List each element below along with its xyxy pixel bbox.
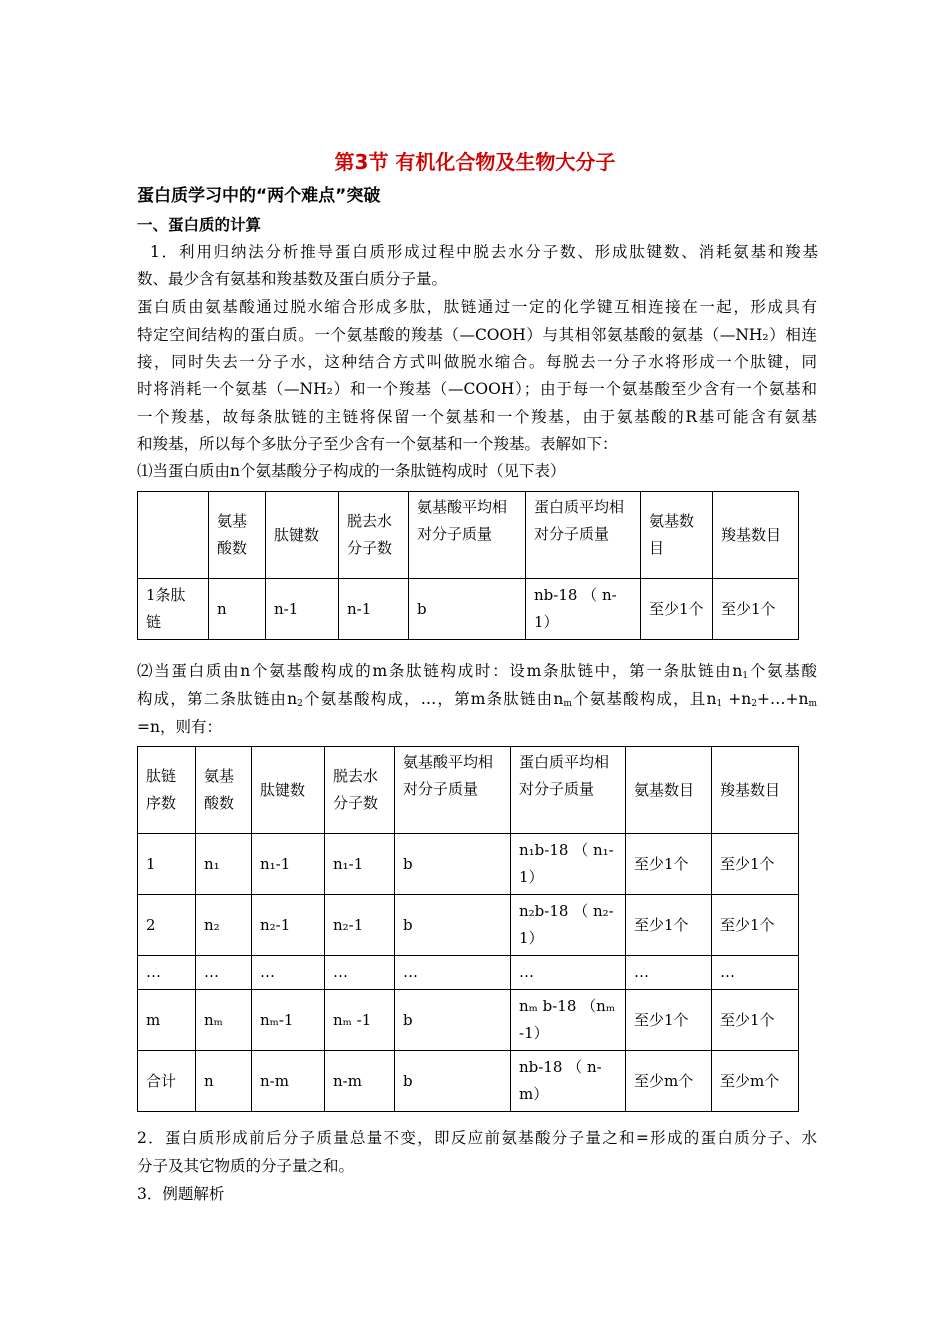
table-cell: n-1 bbox=[266, 579, 339, 640]
header-cell: 肽键数 bbox=[252, 747, 325, 834]
paragraph-line: 和羧基，所以每个多肽分子至少含有一个氨基和一个羧基。表解如下： bbox=[137, 435, 618, 453]
table-cell: b bbox=[409, 579, 526, 640]
table-cell: … bbox=[626, 956, 712, 990]
table-cell: … bbox=[196, 956, 252, 990]
section-heading: 蛋白质学习中的“两个难点”突破 bbox=[137, 186, 381, 206]
paragraph-line: 分子及其它物质的分子量之和。 bbox=[137, 1157, 355, 1175]
table-cell: n bbox=[196, 1051, 252, 1112]
table-cell: n-m bbox=[325, 1051, 395, 1112]
case-line: =n，则有： bbox=[137, 718, 222, 736]
header-cell: 氨基数目 bbox=[641, 492, 713, 579]
case-line: ⑵当蛋白质由n个氨基酸构成的m条肽链构成时：设m条肽链中，第一条肽链由$n_1$个氨基酸 bbox=[137, 662, 817, 681]
paragraph-line: 1．利用归纳法分析推导蛋白质形成过程中脱去水分子数、形成肽键数、消耗氨基和羧基 bbox=[150, 243, 818, 261]
table-cell: n₁-1 bbox=[325, 834, 395, 895]
table-cell: 1 bbox=[138, 834, 196, 895]
header-cell: 氨基酸数 bbox=[209, 492, 266, 579]
table-cell: n₂-1 bbox=[252, 895, 325, 956]
table-cell: n bbox=[209, 579, 266, 640]
table-cell: 至少m个 bbox=[712, 1051, 799, 1112]
table-cell: 1条肽链 bbox=[138, 579, 209, 640]
header-cell: 蛋白质平均相对分子质量 bbox=[511, 747, 626, 834]
header-cell: 肽键数 bbox=[266, 492, 339, 579]
table-cell: 2 bbox=[138, 895, 196, 956]
table-row bbox=[138, 990, 799, 1051]
table-cell: n₁-1 bbox=[252, 834, 325, 895]
table-cell: … bbox=[138, 956, 196, 990]
header-cell: 脱去水分子数 bbox=[325, 747, 395, 834]
table-cell: nₘ bbox=[196, 990, 252, 1051]
case-heading: ⑴当蛋白质由n个氨基酸分子构成的一条肽链构成时（见下表） bbox=[137, 462, 566, 480]
table-cell: 合计 bbox=[138, 1051, 196, 1112]
table-cell: 至少1个 bbox=[626, 895, 712, 956]
table-row bbox=[138, 1051, 799, 1112]
paragraph-line: 接，同时失去一分子水，这种结合方式叫做脱水缩合。每脱去一分子水将形成一个肽键，同 bbox=[137, 353, 817, 371]
table-cell: nₘ -1 bbox=[325, 990, 395, 1051]
table-cell: n₂ bbox=[196, 895, 252, 956]
table-cell: n₂b-18 （ n₂-1） bbox=[511, 895, 626, 956]
table-cell: 至少1个 bbox=[626, 990, 712, 1051]
table-row bbox=[138, 834, 799, 895]
header-cell: 羧基数目 bbox=[712, 747, 799, 834]
multi-chain-table bbox=[137, 746, 799, 1112]
table-cell: … bbox=[712, 956, 799, 990]
case-line: 构成，第二条肽链由$n_2$个氨基酸构成，…，第m条肽链由$n_m$个氨基酸构成，且$n_1$ $+n_2+\dots+n_m$ bbox=[137, 690, 818, 709]
table-cell: 至少m个 bbox=[626, 1051, 712, 1112]
table-cell: … bbox=[395, 956, 511, 990]
table-cell: nₘ b-18 （nₘ -1） bbox=[511, 990, 626, 1051]
table-header-row bbox=[138, 492, 799, 579]
header-cell: 脱去水分子数 bbox=[339, 492, 409, 579]
table-cell: b bbox=[395, 990, 511, 1051]
table-cell: 至少1个 bbox=[713, 579, 799, 640]
table-cell: n₁b-18 （ n₁-1） bbox=[511, 834, 626, 895]
header-cell: 氨基酸平均相对分子质量 bbox=[395, 747, 511, 834]
table-cell: n-m bbox=[252, 1051, 325, 1112]
table-row bbox=[138, 579, 799, 640]
header-cell: 氨基数目 bbox=[626, 747, 712, 834]
table-cell: 至少1个 bbox=[712, 990, 799, 1051]
page-title: 第3节 有机化合物及生物大分子 bbox=[334, 150, 616, 174]
table-cell: n-1 bbox=[339, 579, 409, 640]
single-chain-table bbox=[137, 491, 799, 640]
table-cell: … bbox=[252, 956, 325, 990]
table-cell: nb-18 （ n-m） bbox=[511, 1051, 626, 1112]
header-cell: 肽链序数 bbox=[138, 747, 196, 834]
table-cell: b bbox=[395, 834, 511, 895]
table-cell: nb-18 （ n-1） bbox=[526, 579, 641, 640]
table-row bbox=[138, 895, 799, 956]
header-cell: 蛋白质平均相对分子质量 bbox=[526, 492, 641, 579]
table-row bbox=[138, 956, 799, 990]
table-cell: n₁ bbox=[196, 834, 252, 895]
table-cell: nₘ-1 bbox=[252, 990, 325, 1051]
table-header-row bbox=[138, 747, 799, 834]
paragraph-line: 特定空间结构的蛋白质。一个氨基酸的羧基（—COOH）与其相邻氨基酸的氨基（—NH₂）相连 bbox=[137, 326, 817, 344]
paragraph-line: 2．蛋白质形成前后分子质量总量不变，即反应前氨基酸分子量之和=形成的蛋白质分子、水 bbox=[137, 1129, 817, 1147]
paragraph-line: 蛋白质由氨基酸通过脱水缩合形成多肽，肽链通过一定的化学键互相连接在一起，形成具有 bbox=[137, 298, 817, 316]
table-cell: 至少1个 bbox=[712, 895, 799, 956]
table-cell: … bbox=[325, 956, 395, 990]
table-cell: 至少1个 bbox=[626, 834, 712, 895]
table-cell: 至少1个 bbox=[712, 834, 799, 895]
header-cell: 氨基酸数 bbox=[196, 747, 252, 834]
subsection-heading: 一、蛋白质的计算 bbox=[137, 216, 262, 234]
paragraph-line: 一个羧基，故每条肽链的主链将保留一个氨基和一个羧基，由于氨基酸的R基可能含有氨基 bbox=[137, 408, 817, 426]
paragraph-line: 数、最少含有氨基和羧基数及蛋白质分子量。 bbox=[137, 270, 448, 288]
header-cell: 羧基数目 bbox=[713, 492, 799, 579]
paragraph-line: 时将消耗一个氨基（—NH₂）和一个羧基（—COOH）；由于每一个氨基酸至少含有一个氨基和 bbox=[137, 380, 817, 398]
table-cell: b bbox=[395, 895, 511, 956]
header-cell bbox=[138, 492, 209, 579]
table-cell: … bbox=[511, 956, 626, 990]
table-cell: m bbox=[138, 990, 196, 1051]
paragraph-line: 3．例题解析 bbox=[137, 1185, 225, 1203]
table-cell: 至少1个 bbox=[641, 579, 713, 640]
table-cell: n₂-1 bbox=[325, 895, 395, 956]
header-cell: 氨基酸平均相对分子质量 bbox=[409, 492, 526, 579]
table-cell: b bbox=[395, 1051, 511, 1112]
